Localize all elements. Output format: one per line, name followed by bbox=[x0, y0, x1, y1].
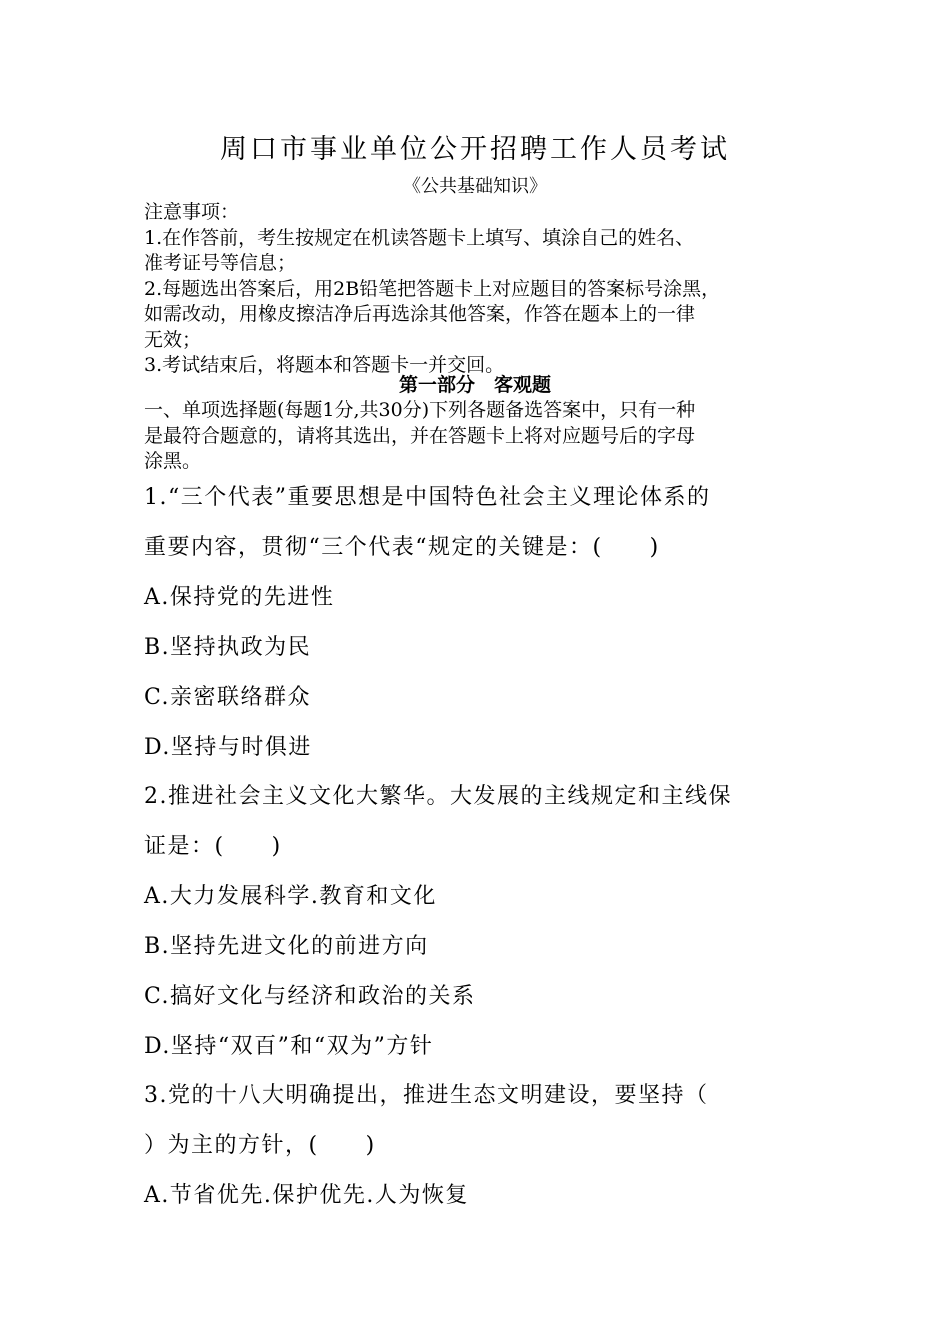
notes-line: 如需改动，用橡皮擦洁净后再选涂其他答案，作答在题本上的一律 bbox=[144, 303, 696, 325]
notes-heading: 注意事项： bbox=[144, 201, 240, 223]
instructions-line: 一、单项选择题(每题1分,共30分)下列各题备选答案中，只有一种 bbox=[144, 399, 696, 421]
question-option: C.搞好文化与经济和政治的关系 bbox=[144, 984, 476, 1009]
question-stem: ）为主的方针，( ) bbox=[144, 1133, 376, 1158]
question-option: D.坚持“双百”和“双为”方针 bbox=[144, 1034, 434, 1059]
notes-line: 3.考试结束后，将题本和答题卡一并交回。 bbox=[144, 354, 505, 376]
section-instructions bbox=[144, 398, 814, 475]
notes-line: 2.每题选出答案后，用2B铅笔把答题卡上对应题目的答案标号涂黑， bbox=[144, 277, 721, 300]
instructions-line: 涂黑。 bbox=[144, 450, 202, 472]
document-subtitle: 《公共基础知识》 bbox=[403, 176, 547, 197]
question-option: A.保持党的先进性 bbox=[144, 585, 335, 610]
document-title: 周口市事业单位公开招聘工作人员考试 bbox=[220, 134, 730, 165]
notes-line: 1.在作答前，考生按规定在机读答题卡上填写、填涂自己的姓名、 bbox=[144, 226, 695, 249]
question-option: B.坚持先进文化的前进方向 bbox=[144, 934, 429, 959]
question-stem: 1.“三个代表”重要思想是中国特色社会主义理论体系的 bbox=[144, 485, 711, 510]
notes-line: 无效； bbox=[144, 328, 202, 351]
part-heading: 第一部分 客观题 bbox=[398, 374, 551, 396]
question-option: D.坚持与时俱进 bbox=[144, 735, 312, 760]
instructions-line: 是最符合题意的，请将其选出，并在答题卡上将对应题号后的字母 bbox=[144, 424, 696, 447]
question-stem: 2.推进社会主义文化大繁华。大发展的主线规定和主线保 bbox=[144, 784, 732, 809]
question-option: C.亲密联络群众 bbox=[144, 685, 312, 710]
question-stem: 证是：( ) bbox=[144, 834, 282, 859]
question-option: B.坚持执政为民 bbox=[144, 635, 312, 660]
notes-section bbox=[144, 200, 814, 379]
question-stem: 3.党的十八大明确提出，推进生态文明建设，要坚持（ bbox=[144, 1083, 709, 1108]
question-option: A.大力发展科学.教育和文化 bbox=[144, 884, 437, 909]
notes-line: 准考证号等信息； bbox=[144, 252, 297, 274]
question-stem: 重要内容，贯彻“三个代表“规定的关键是：( ) bbox=[144, 535, 660, 560]
question-option: A.节省优先.保护优先.人为恢复 bbox=[144, 1183, 469, 1208]
